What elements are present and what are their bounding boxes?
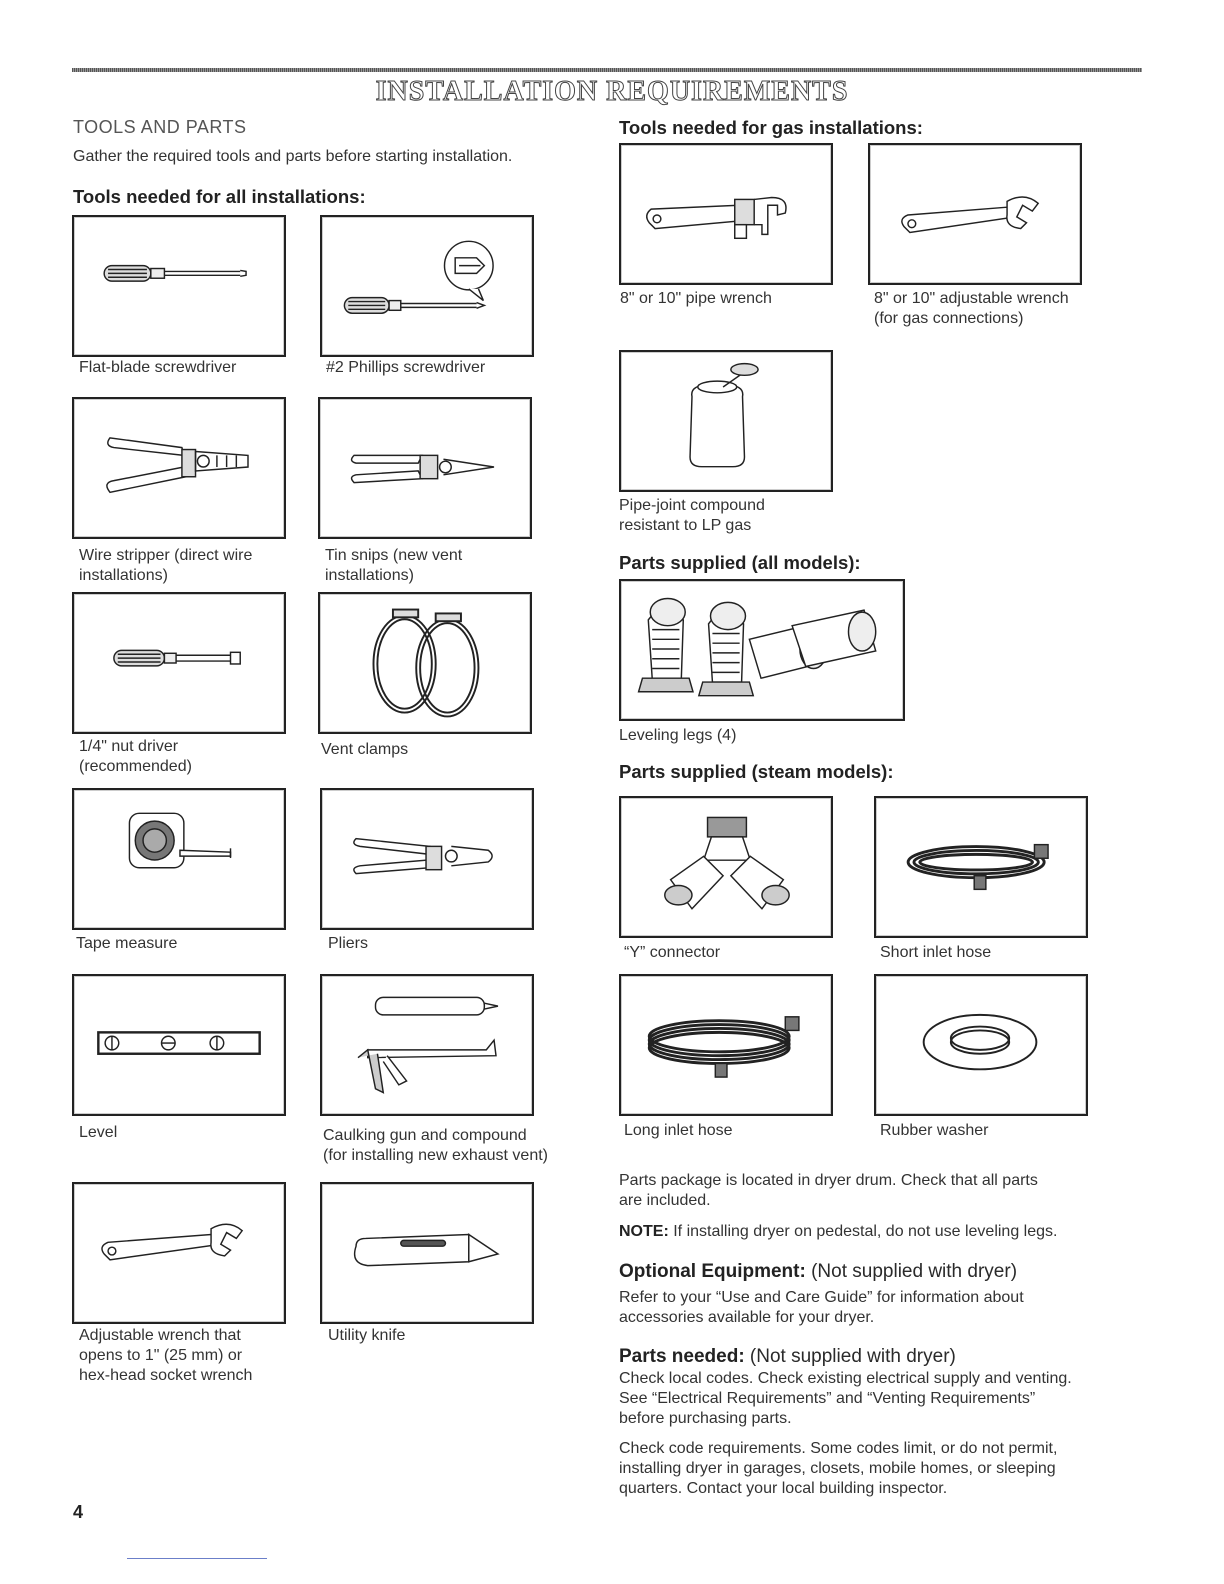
code-requirements-2: installing dryer in garages, closets, mobile homes, or sleeping bbox=[619, 1460, 1056, 1477]
gas-installations-heading: Tools needed for gas installations: bbox=[619, 117, 923, 138]
note-text: If installing dryer on pedestal, do not use leveling legs. bbox=[668, 1223, 1058, 1240]
level-icon bbox=[72, 974, 286, 1116]
caption-gas-adjustable-wrench-2: (for gas connections) bbox=[874, 310, 1024, 327]
pipe-wrench-icon bbox=[619, 143, 833, 285]
package-note-2: are included. bbox=[619, 1192, 711, 1209]
caption-caulking-gun-1: Caulking gun and compound bbox=[323, 1127, 527, 1144]
caption-pliers: Pliers bbox=[328, 935, 369, 952]
leveling-legs-icon bbox=[619, 579, 905, 721]
code-requirements-1: Check code requirements. Some codes limit, or do not permit, bbox=[619, 1440, 1058, 1457]
long-inlet-hose-icon bbox=[619, 974, 833, 1116]
caption-tin-snips-1: Tin snips (new vent bbox=[325, 547, 463, 564]
pedestal-note bbox=[619, 1222, 1057, 1242]
caption-y-connector: “Y” connector bbox=[624, 944, 721, 961]
caption-gas-adjustable-wrench-1: 8" or 10" adjustable wrench bbox=[874, 290, 1069, 307]
caption-long-inlet-hose: Long inlet hose bbox=[624, 1122, 733, 1139]
optional-equipment-text-2: accessories available for your dryer. bbox=[619, 1309, 875, 1326]
parts-needed-label: Parts needed: bbox=[619, 1346, 745, 1367]
caption-tape-measure: Tape measure bbox=[76, 935, 178, 952]
flat-blade-screwdriver-icon bbox=[72, 215, 286, 357]
rubber-washer-icon bbox=[874, 974, 1088, 1116]
parts-needed-text-3: before purchasing parts. bbox=[619, 1410, 792, 1427]
caption-wire-stripper-1: Wire stripper (direct wire bbox=[79, 547, 253, 564]
parts-needed-heading bbox=[619, 1346, 956, 1368]
tape-measure-icon bbox=[72, 788, 286, 930]
optional-equipment-sub: (Not supplied with dryer) bbox=[805, 1261, 1018, 1282]
optional-equipment-heading bbox=[619, 1261, 1017, 1283]
caption-short-inlet-hose: Short inlet hose bbox=[880, 944, 992, 961]
parts-needed-text-2: See “Electrical Requirements” and “Venting Requirements” bbox=[619, 1390, 1036, 1407]
code-requirements-3: quarters. Contact your local building inspector. bbox=[619, 1480, 948, 1497]
tools-and-parts-heading: TOOLS AND PARTS bbox=[73, 117, 247, 137]
pliers-icon bbox=[320, 788, 534, 930]
parts-steam-heading: Parts supplied (steam models): bbox=[619, 761, 894, 782]
wire-stripper-icon bbox=[72, 397, 286, 539]
caption-nut-driver-1: 1/4" nut driver bbox=[79, 738, 179, 755]
caption-vent-clamps: Vent clamps bbox=[321, 741, 409, 758]
parts-needed-text-1: Check local codes. Check existing electrical supply and venting. bbox=[619, 1370, 1072, 1387]
package-note-1: Parts package is located in dryer drum. Check that all parts bbox=[619, 1172, 1038, 1189]
caption-caulking-gun-2: (for installing new exhaust vent) bbox=[323, 1147, 548, 1164]
bottom-link-underline bbox=[127, 1558, 267, 1559]
optional-equipment-label: Optional Equipment: bbox=[619, 1261, 806, 1282]
caption-flat-blade-screwdriver: Flat-blade screwdriver bbox=[79, 359, 237, 376]
caption-nut-driver-2: (recommended) bbox=[79, 758, 192, 775]
note-label: NOTE: bbox=[619, 1223, 669, 1240]
caption-adjustable-wrench-3: hex-head socket wrench bbox=[79, 1367, 253, 1384]
adjustable-wrench-icon bbox=[72, 1182, 286, 1324]
gas-adjustable-wrench-icon bbox=[868, 143, 1082, 285]
vent-clamps-icon bbox=[318, 592, 532, 734]
caption-wire-stripper-2: installations) bbox=[79, 567, 168, 584]
caption-pipe-joint-compound-2: resistant to LP gas bbox=[619, 517, 752, 534]
tools-and-parts-intro: Gather the required tools and parts before starting installation. bbox=[73, 148, 513, 165]
parts-all-heading: Parts supplied (all models): bbox=[619, 552, 861, 573]
caulking-gun-icon bbox=[320, 974, 534, 1116]
nut-driver-icon bbox=[72, 592, 286, 734]
parts-needed-sub: (Not supplied with dryer) bbox=[744, 1346, 956, 1367]
tin-snips-icon bbox=[318, 397, 532, 539]
caption-adjustable-wrench-1: Adjustable wrench that bbox=[79, 1327, 241, 1344]
caption-utility-knife: Utility knife bbox=[328, 1327, 406, 1344]
all-installations-heading: Tools needed for all installations: bbox=[73, 186, 366, 207]
optional-equipment-text-1: Refer to your “Use and Care Guide” for information about bbox=[619, 1289, 1024, 1306]
phillips-screwdriver-icon bbox=[320, 215, 534, 357]
caption-phillips-screwdriver: #2 Phillips screwdriver bbox=[326, 359, 486, 376]
short-inlet-hose-icon bbox=[874, 796, 1088, 938]
caption-pipe-joint-compound-1: Pipe-joint compound bbox=[619, 497, 765, 514]
page-title: INSTALLATION REQUIREMENTS bbox=[375, 76, 849, 107]
caption-pipe-wrench: 8" or 10" pipe wrench bbox=[620, 290, 772, 307]
caption-tin-snips-2: installations) bbox=[325, 567, 414, 584]
caption-leveling-legs: Leveling legs (4) bbox=[619, 727, 737, 744]
pipe-joint-compound-icon bbox=[619, 350, 833, 492]
y-connector-icon bbox=[619, 796, 833, 938]
caption-adjustable-wrench-2: opens to 1" (25 mm) or bbox=[79, 1347, 243, 1364]
caption-rubber-washer: Rubber washer bbox=[880, 1122, 989, 1139]
top-rule bbox=[72, 68, 1142, 72]
utility-knife-icon bbox=[320, 1182, 534, 1324]
caption-level: Level bbox=[79, 1124, 118, 1141]
page-number: 4 bbox=[73, 1502, 84, 1522]
